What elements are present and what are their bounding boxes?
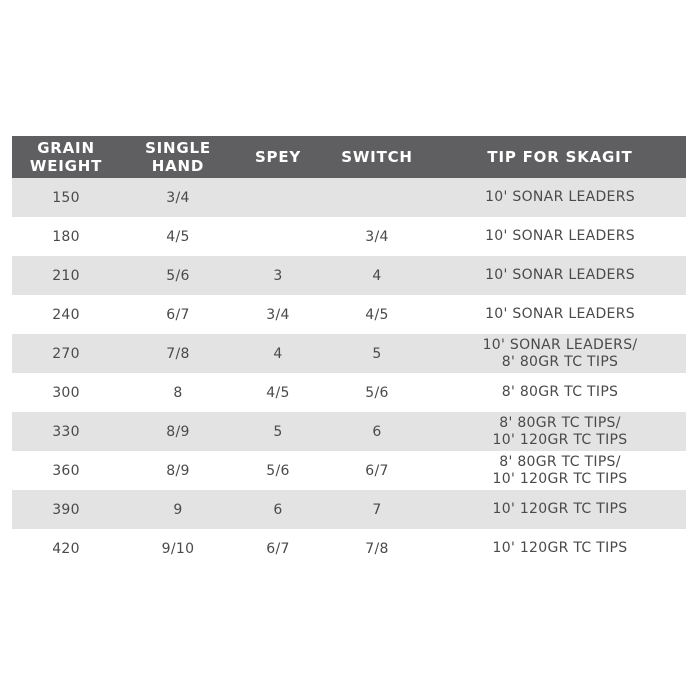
header-switch: SWITCH	[341, 148, 413, 166]
cell-tip-for-skagit: 10' SONAR LEADERS	[485, 267, 635, 283]
cell-tip-for-skagit: 10' SONAR LEADERS/ 8' 80GR TC TIPS	[482, 336, 638, 370]
cell-tip-for-skagit: 10' 120GR TC TIPS	[492, 540, 628, 556]
cell-single-hand: 9	[173, 501, 183, 518]
cell-switch: 6	[372, 423, 382, 440]
cell-spey: 5/6	[266, 462, 290, 479]
cell-spey	[236, 217, 320, 256]
cell-grain-weight: 330	[52, 423, 80, 440]
cell-grain-weight: 300	[52, 384, 80, 401]
cell-grain-weight: 270	[52, 345, 80, 362]
cell-spey: 4	[273, 345, 283, 362]
cell-switch	[320, 178, 434, 217]
table-row	[12, 529, 686, 568]
cell-spey: 6/7	[266, 540, 290, 557]
cell-spey: 3/4	[266, 306, 290, 323]
cell-single-hand: 6/7	[166, 306, 190, 323]
cell-spey: 6	[273, 501, 283, 518]
cell-grain-weight: 390	[52, 501, 80, 518]
cell-tip-for-skagit: 10' SONAR LEADERS	[485, 189, 635, 205]
table-row	[12, 373, 686, 412]
cell-switch: 5	[372, 345, 382, 362]
cell-spey: 4/5	[266, 384, 290, 401]
table-row	[12, 256, 686, 295]
table-row	[12, 178, 686, 217]
cell-tip-for-skagit: 10' 120GR TC TIPS	[492, 501, 628, 517]
header-grain-weight: GRAIN WEIGHT	[29, 139, 103, 175]
cell-spey	[236, 178, 320, 217]
table-row	[12, 295, 686, 334]
table-row	[12, 217, 686, 256]
header-spey: SPEY	[254, 148, 302, 166]
cell-spey: 3	[273, 267, 283, 284]
cell-grain-weight: 420	[52, 540, 80, 557]
cell-single-hand: 8/9	[166, 423, 190, 440]
cell-spey: 5	[273, 423, 283, 440]
cell-tip-for-skagit: 8' 80GR TC TIPS	[501, 384, 619, 400]
cell-grain-weight: 210	[52, 267, 80, 284]
cell-single-hand: 8	[173, 384, 183, 401]
header-tip-for-skagit: TIP FOR SKAGIT	[487, 147, 633, 166]
cell-single-hand: 7/8	[166, 345, 190, 362]
cell-single-hand: 8/9	[166, 462, 190, 479]
header-single-hand: SINGLE HAND	[145, 139, 211, 175]
table-row	[12, 334, 686, 373]
cell-switch: 4	[372, 267, 382, 284]
cell-tip-for-skagit: 10' SONAR LEADERS	[485, 306, 635, 322]
cell-grain-weight: 180	[52, 228, 80, 245]
table-row	[12, 412, 686, 451]
cell-single-hand: 3/4	[166, 189, 190, 206]
cell-switch: 7	[372, 501, 382, 518]
table-row	[12, 490, 686, 529]
cell-grain-weight: 150	[52, 189, 80, 206]
cell-tip-for-skagit: 10' SONAR LEADERS	[485, 228, 635, 244]
cell-switch: 5/6	[365, 384, 389, 401]
cell-grain-weight: 360	[52, 462, 80, 479]
cell-grain-weight: 240	[52, 306, 80, 323]
cell-single-hand: 5/6	[166, 267, 190, 284]
cell-tip-for-skagit: 8' 80GR TC TIPS/ 10' 120GR TC TIPS	[492, 453, 628, 487]
cell-single-hand: 9/10	[161, 540, 195, 557]
table-row	[12, 451, 686, 490]
cell-single-hand: 4/5	[166, 228, 190, 245]
cell-tip-for-skagit: 8' 80GR TC TIPS/ 10' 120GR TC TIPS	[492, 414, 628, 448]
cell-switch: 7/8	[365, 540, 389, 557]
cell-switch: 3/4	[365, 228, 389, 245]
table-header	[12, 136, 686, 178]
cell-switch: 4/5	[365, 306, 389, 323]
line-weight-table	[12, 136, 686, 568]
cell-switch: 6/7	[365, 462, 389, 479]
